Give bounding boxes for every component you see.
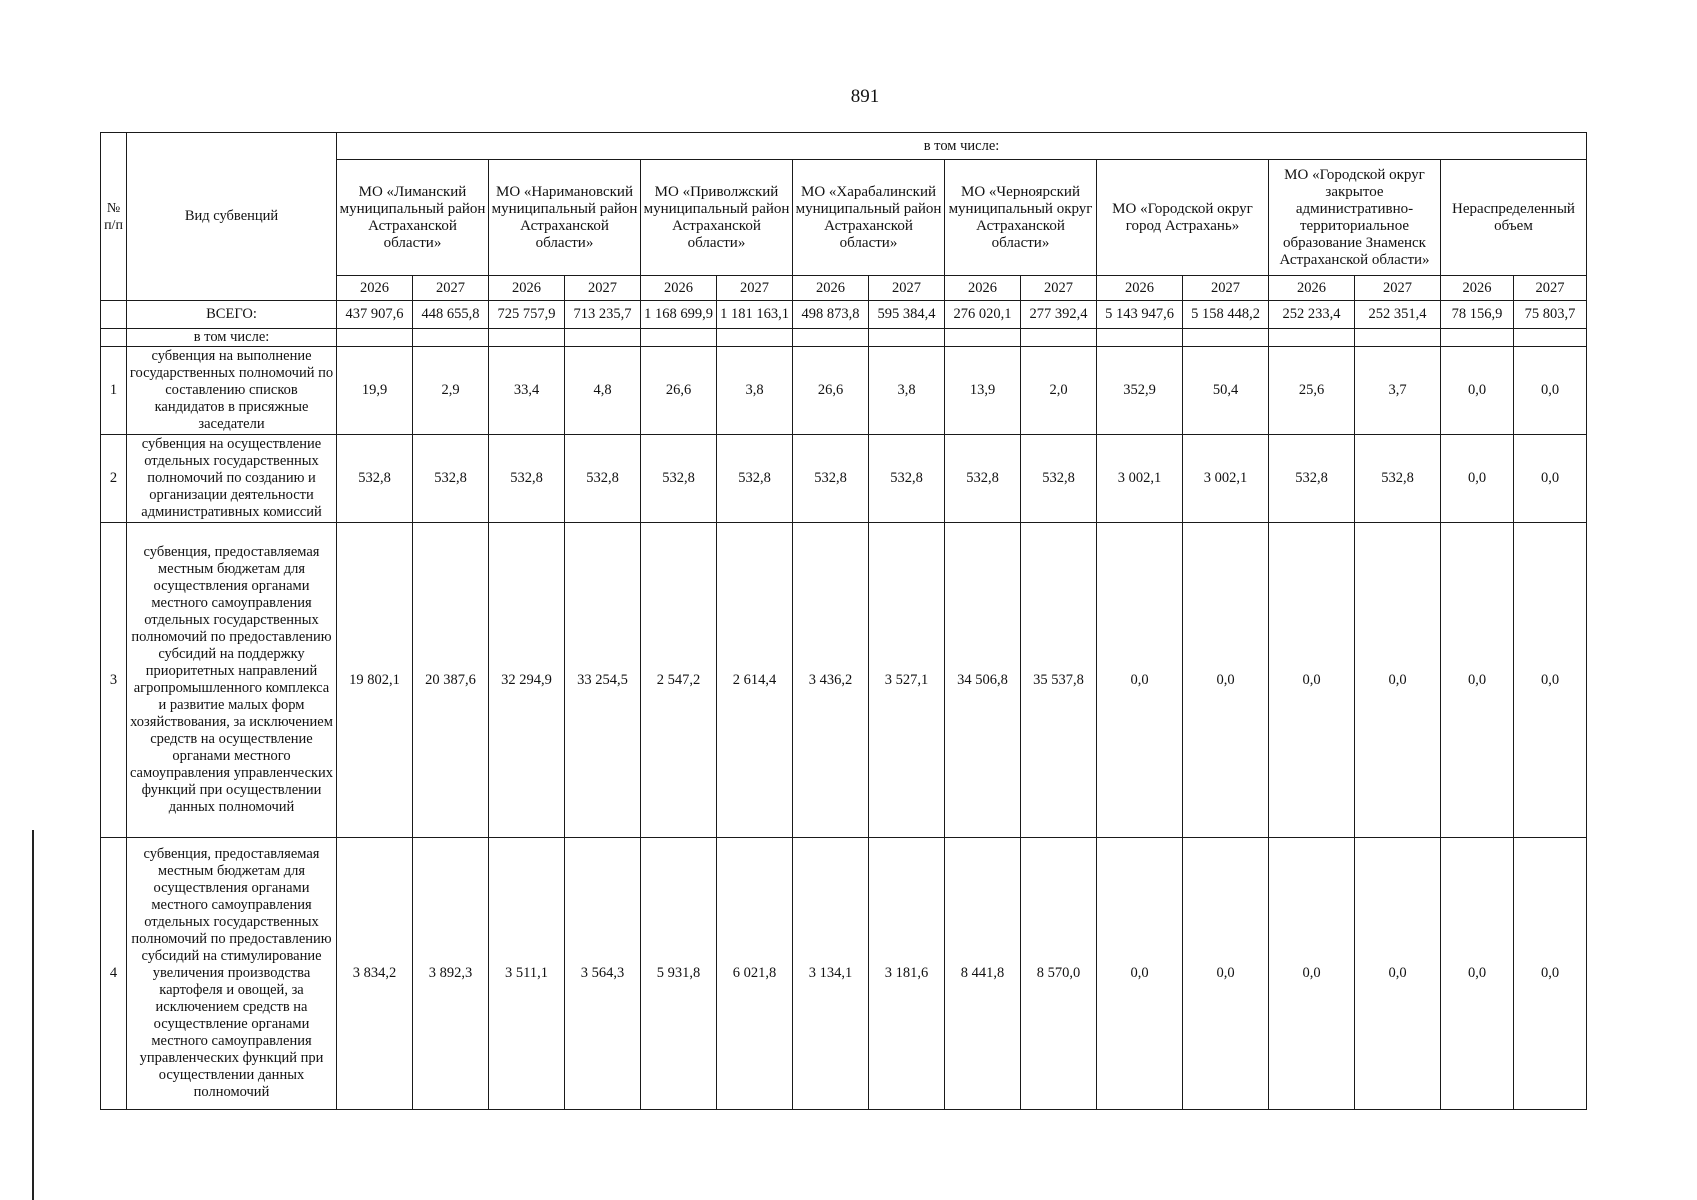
total-value: 498 873,8 [793,301,869,329]
year-cell: 2027 [869,276,945,301]
total-value: 1 168 699,9 [641,301,717,329]
year-cell: 2026 [1097,276,1183,301]
page-number: 891 [850,86,880,107]
row-value: 3 527,1 [869,523,945,838]
empty-cell [1021,329,1097,347]
empty-cell [565,329,641,347]
table-row [101,347,1587,435]
total-value: 1 181 163,1 [717,301,793,329]
row-value: 3 002,1 [1097,435,1183,523]
row-value: 0,0 [1183,838,1269,1110]
row-value: 33 254,5 [565,523,641,838]
row-value: 25,6 [1269,347,1355,435]
empty-cell [945,329,1021,347]
row-value: 3 834,2 [337,838,413,1110]
row-name: субвенция, предоставляемая местным бюджетам для осуществления органами местного самоуправления отдельных государственных полномочий по предоставлению субсидий на поддержку приоритетных направлений агропромышленного комплекса и развитие малых форм хозяйствования, за исключением средств на осуществление органами местного самоуправления управленческих функций при осуществлении данных полномочий [127,523,337,838]
year-cell: 2027 [565,276,641,301]
year-cell: 2026 [489,276,565,301]
row-value: 26,6 [641,347,717,435]
total-value: 713 235,7 [565,301,641,329]
row-value: 532,8 [1355,435,1441,523]
row-value: 35 537,8 [1021,523,1097,838]
row-value: 8 570,0 [1021,838,1097,1110]
row-value: 0,0 [1514,435,1587,523]
empty-cell [793,329,869,347]
row-value: 5 931,8 [641,838,717,1110]
row-value: 3 134,1 [793,838,869,1110]
row-value: 532,8 [641,435,717,523]
header-group: МО «Городской округ город Астрахань» [1097,160,1269,276]
total-value: 595 384,4 [869,301,945,329]
row-value: 0,0 [1355,523,1441,838]
empty-cell [489,329,565,347]
empty-cell [337,329,413,347]
row-value: 2 547,2 [641,523,717,838]
header-row-including [101,133,1587,160]
empty-cell [1269,329,1355,347]
total-value: 5 143 947,6 [1097,301,1183,329]
row-value: 532,8 [869,435,945,523]
row-value: 532,8 [565,435,641,523]
row-value: 0,0 [1097,523,1183,838]
row-name: субвенция, предоставляемая местным бюджетам для осуществления органами местного самоуправления отдельных государственных полномочий по предоставлению субсидий на стимулирование увеличения производства картофеля и овощей, за исключением средств на осуществление органами местного самоуправления управленческих функций при осуществлении данных полномочий [127,838,337,1110]
table-row [101,838,1587,1110]
year-cell: 2027 [1021,276,1097,301]
row-value: 0,0 [1441,523,1514,838]
empty-cell [413,329,489,347]
year-cell: 2026 [641,276,717,301]
empty-cell [1441,329,1514,347]
row-value: 532,8 [337,435,413,523]
row-value: 33,4 [489,347,565,435]
row-value: 50,4 [1183,347,1269,435]
row-value: 2,9 [413,347,489,435]
row-value: 3 892,3 [413,838,489,1110]
row-value: 532,8 [1269,435,1355,523]
year-cell: 2027 [1355,276,1441,301]
header-group: Нераспределенный объем [1441,160,1587,276]
row-value: 0,0 [1269,838,1355,1110]
total-value: 5 158 448,2 [1183,301,1269,329]
row-value: 4,8 [565,347,641,435]
margin-line [32,830,34,1200]
year-cell: 2026 [1441,276,1514,301]
year-cell: 2027 [413,276,489,301]
row-value: 3 002,1 [1183,435,1269,523]
empty-cell [1097,329,1183,347]
total-value: 252 351,4 [1355,301,1441,329]
header-group: МО «Лиманский муниципальный район Астраханской области» [337,160,489,276]
total-value: 252 233,4 [1269,301,1355,329]
row-value: 19 802,1 [337,523,413,838]
row-value: 0,0 [1514,347,1587,435]
row-value: 0,0 [1097,838,1183,1110]
empty-cell [1514,329,1587,347]
header-group: МО «Приволжский муниципальный район Астраханской области» [641,160,793,276]
row-number: 4 [101,838,127,1110]
header-group: МО «Харабалинский муниципальный район Астраханской области» [793,160,945,276]
row-value: 0,0 [1269,523,1355,838]
row-value: 532,8 [793,435,869,523]
empty-cell [717,329,793,347]
year-cell: 2026 [945,276,1021,301]
row-value: 6 021,8 [717,838,793,1110]
row-value: 532,8 [413,435,489,523]
year-cell: 2027 [1514,276,1587,301]
row-value: 0,0 [1514,838,1587,1110]
row-value: 0,0 [1441,435,1514,523]
row-number: 2 [101,435,127,523]
row-value: 3 564,3 [565,838,641,1110]
row-number: 3 [101,523,127,838]
row-value: 0,0 [1514,523,1587,838]
total-value: 78 156,9 [1441,301,1514,329]
row-name: субвенция на осуществление отдельных государственных полномочий по созданию и организации деятельности административных комиссий [127,435,337,523]
row-value: 0,0 [1183,523,1269,838]
row-value: 0,0 [1441,838,1514,1110]
row-value: 3,8 [869,347,945,435]
total-value: 276 020,1 [945,301,1021,329]
header-group: МО «Наримановский муниципальный район Астраханской области» [489,160,641,276]
row-value: 352,9 [1097,347,1183,435]
total-label: ВСЕГО: [127,301,337,329]
row-value: 532,8 [1021,435,1097,523]
table-row [101,435,1587,523]
header-no: № п/п [101,133,127,301]
year-cell: 2026 [1269,276,1355,301]
row-value: 3 436,2 [793,523,869,838]
table-row [101,523,1587,838]
total-row [101,301,1587,329]
total-value: 277 392,4 [1021,301,1097,329]
header-type: Вид субвенций [127,133,337,301]
row-value: 2,0 [1021,347,1097,435]
row-value: 0,0 [1441,347,1514,435]
year-cell: 2026 [337,276,413,301]
row-value: 0,0 [1355,838,1441,1110]
total-value: 75 803,7 [1514,301,1587,329]
including-row [101,329,1587,347]
subvention-table [100,132,1587,1110]
row-value: 19,9 [337,347,413,435]
row-value: 532,8 [945,435,1021,523]
row-value: 20 387,6 [413,523,489,838]
row-value: 3 511,1 [489,838,565,1110]
empty-cell [1355,329,1441,347]
year-cell: 2027 [1183,276,1269,301]
header-group: МО «Городской округ закрытое административно-территориальное образование Знаменск Астраханской области» [1269,160,1441,276]
empty-cell [641,329,717,347]
row-value: 532,8 [717,435,793,523]
header-including: в том числе: [337,133,1587,160]
empty-cell [869,329,945,347]
total-value: 725 757,9 [489,301,565,329]
year-cell: 2026 [793,276,869,301]
row-value: 32 294,9 [489,523,565,838]
total-value: 437 907,6 [337,301,413,329]
row-value: 3,8 [717,347,793,435]
header-group: МО «Черноярский муниципальный округ Астраханской области» [945,160,1097,276]
row-value: 3 181,6 [869,838,945,1110]
including-no [101,329,127,347]
total-value: 448 655,8 [413,301,489,329]
row-value: 13,9 [945,347,1021,435]
empty-cell [1183,329,1269,347]
row-value: 34 506,8 [945,523,1021,838]
row-value: 8 441,8 [945,838,1021,1110]
row-number: 1 [101,347,127,435]
year-cell: 2027 [717,276,793,301]
row-value: 532,8 [489,435,565,523]
row-value: 26,6 [793,347,869,435]
total-no [101,301,127,329]
row-name: субвенция на выполнение государственных полномочий по составлению списков кандидатов в присяжные заседатели [127,347,337,435]
row-value: 3,7 [1355,347,1441,435]
row-value: 2 614,4 [717,523,793,838]
including-label: в том числе: [127,329,337,347]
